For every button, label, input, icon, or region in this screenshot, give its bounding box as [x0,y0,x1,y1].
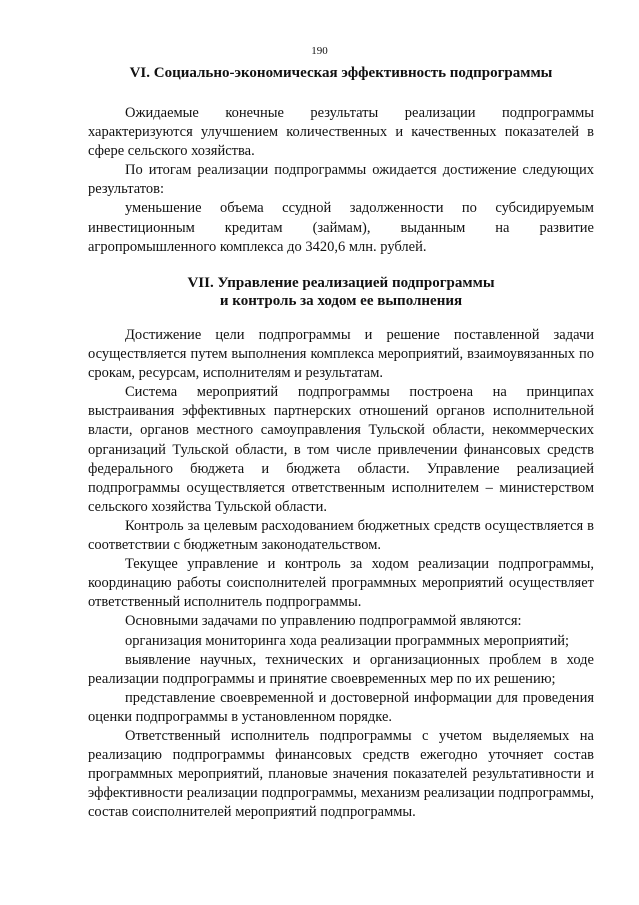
paragraph: Ответственный исполнитель подпрограммы с учетом выделяемых на реализацию подпрограммы финансовых средств ежегодно уточняет состав программных мероприятий, плановые значения показателей результативности и эффективности реализации подпрограммы, механизм реализации подпрограммы, состав соисполнителей мероприятий подпрограммы. [88,727,594,821]
section-7-title [88,274,594,310]
section-6-body [88,104,594,257]
paragraph: Основными задачами по управлению подпрограммой являются: [125,613,522,630]
paragraph: Ожидаемые конечные результаты реализации подпрограммы характеризуются улучшением количественных и качественных показателей в сфере сельского хозяйства. [88,105,594,160]
paragraph: уменьшение объема ссудной задолженности по субсидируемым инвестиционным кредитам (займам), выданным на развитие агропромышленного комплекса до 3420,6 млн. рублей. [88,200,594,255]
paragraph: Система мероприятий подпрограммы построена на принципах выстраивания эффективных партнерских отношений органов исполнительной власти, органов местного самоуправления Тульской области, некоммерческих организаций Тульской области, в том числе привлечении финансовых средств федерального бюджета и бюджета области. Управление реализацией подпрограммы осуществляется ответственным исполнителем – министерством сельского хозяйства Тульской области. [88,384,594,515]
section-7-title-line-2: и контроль за ходом ее выполнения [219,293,463,309]
paragraph: организация мониторинга хода реализации программных мероприятий; [125,632,570,649]
paragraph: выявление научных, технических и организационных проблем в ходе реализации подпрограммы и принятие своевременных мер по их решению; [88,651,594,687]
paragraph: Достижение цели подпрограммы и решение поставленной задачи осуществляется путем выполнения комплекса мероприятий, взаимоувязанных по срокам, ресурсам, исполнителям и результатам. [88,327,594,382]
section-7-title-line-1: VII. Управление реализацией подпрограммы [187,275,495,291]
paragraph: Текущее управление и контроль за ходом реализации подпрограммы, координацию работы соисполнителей программных мероприятий осуществляет ответственный исполнитель подпрограммы. [88,556,594,611]
paragraph: Контроль за целевым расходованием бюджетных средств осуществляется в соответствии с бюджетным законодательством. [88,517,594,554]
section-7-body [88,326,594,822]
paragraph: представление своевременной и достоверной информации для проведения оценки подпрограммы в установленном порядке. [88,689,594,725]
section-6-title: VI. Социально-экономическая эффективность подпрограммы [129,65,553,81]
page-number: 190 [311,45,328,57]
paragraph: По итогам реализации подпрограммы ожидается достижение следующих результатов: [88,162,594,198]
